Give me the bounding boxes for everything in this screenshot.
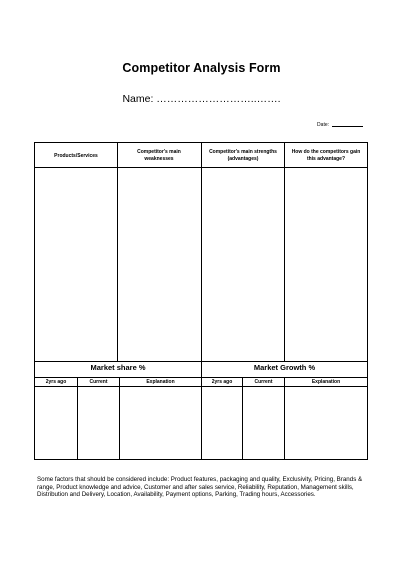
growth-2yrs-cell[interactable] [202, 387, 242, 459]
growth-current-header: Current [254, 379, 273, 385]
header-advantage: How do the competitors gain this advantage? [291, 149, 361, 162]
strengths-cell[interactable] [202, 168, 284, 361]
share-2yrs-header: 2yrs ago [45, 379, 67, 385]
form-title: Competitor Analysis Form [122, 61, 281, 75]
header-weaknesses: Competitor's main weaknesses [137, 149, 181, 162]
growth-current-cell[interactable] [243, 387, 284, 459]
growth-2yrs-header: 2yrs ago [211, 379, 233, 385]
share-current-cell[interactable] [78, 387, 119, 459]
share-2yrs-cell[interactable] [36, 387, 77, 459]
date-label: Date: [317, 122, 329, 128]
growth-explanation-cell[interactable] [285, 387, 367, 459]
advantage-cell[interactable] [285, 168, 367, 361]
share-current-header: Current [89, 379, 108, 385]
market-growth-title: Market Growth % [253, 363, 316, 372]
share-explanation-cell[interactable] [120, 387, 201, 459]
name-field[interactable]: Name: ………………………..……. [122, 93, 281, 105]
share-explanation-header: Explanation [146, 379, 175, 385]
header-products: Products/Services [54, 153, 98, 159]
products-cell[interactable] [36, 168, 117, 361]
weaknesses-cell[interactable] [118, 168, 201, 361]
date-blank[interactable] [332, 126, 363, 127]
header-strengths: Competitor's main strengths (advantages) [209, 149, 277, 162]
factors-note: Some factors that should be considered include: Product features, packaging and quality, Exclusivity, Pricing, Brands & range, Product knowledge and advice, Customer and after sales service, Reliability, Reputation, Management skills, Distribution and Delivery, Location, Availability, Payment options, Parking, Trading hours, Accessories. [37, 476, 363, 499]
market-share-title: Market share % [90, 363, 146, 372]
date-field[interactable] [317, 122, 363, 128]
growth-explanation-header: Explanation [311, 379, 341, 385]
analysis-table [34, 142, 368, 460]
